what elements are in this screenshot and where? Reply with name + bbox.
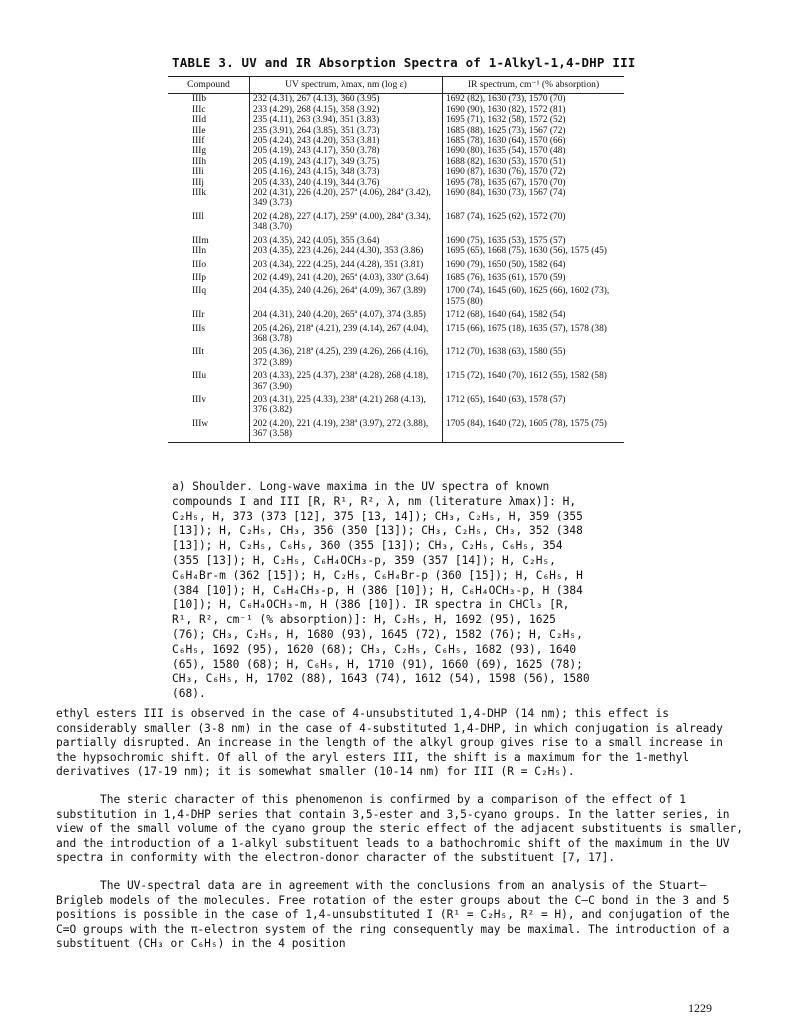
cell-ir: 1715 (72), 1640 (70), 1612 (55), 1582 (58) <box>443 371 625 395</box>
paragraph: ethyl esters III is observed in the case of 4-unsubstituted 1,4-DHP (14 nm); this effect is considerably smaller (3-8 nm) in the case of 4-substituted 1,4-DHP, in which conjugation is already partially disrupted. An increase in the length of the alkyl group gives rise to a small increase in the hypsochromic shift. Of all of the aryl esters III, the shift is a maximum for the 1-methyl derivatives (17-19 nm); it is somewhat smaller (10-14 nm) for III (R = C₂H₅). <box>56 707 723 779</box>
cell-compound: IIIb <box>192 94 207 105</box>
table-row <box>168 136 624 146</box>
cell-uv: 232 (4.31), 267 (4.13), 360 (3.95) <box>250 94 443 105</box>
table-body <box>168 94 624 442</box>
cell-ir: 1695 (71), 1632 (58), 1572 (52) <box>443 115 625 125</box>
cell-uv: 205 (4.19), 243 (4.17), 350 (3.78) <box>250 146 443 156</box>
cell-uv: 203 (4.34), 222 (4.25), 244 (4.28), 351 (3.81) <box>250 260 443 273</box>
table-row <box>168 260 624 273</box>
cell-uv: 233 (4.29), 268 (4.15), 358 (3.92) <box>250 105 443 115</box>
cell-ir: 1705 (84), 1640 (72), 1605 (78), 1575 (75) <box>443 419 625 442</box>
cell-ir: 1695 (78), 1635 (67), 1570 (70) <box>443 178 625 188</box>
cell-uv: 202 (4.28), 227 (4.17), 259ª (4.00), 284ª (3.34), 348 (3.70) <box>250 212 443 236</box>
cell-uv: 205 (4.33), 240 (4.19), 344 (3.76) <box>250 178 443 188</box>
cell-ir: 1690 (84), 1630 (73), 1567 (74) <box>443 188 625 212</box>
table-row <box>168 126 624 136</box>
cell-uv: 235 (3.91), 264 (3.85), 351 (3.73) <box>250 126 443 136</box>
table-title: TABLE 3. UV and IR Absorption Spectra of 1-Alkyl-1,4-DHP III <box>172 55 636 70</box>
cell-ir: 1690 (90), 1630 (82), 1572 (81) <box>443 105 625 115</box>
cell-compound: IIIo <box>192 259 207 270</box>
cell-compound: IIIm <box>192 235 209 246</box>
cell-compound: IIIv <box>192 394 207 405</box>
table-row <box>168 246 624 259</box>
cell-ir: 1687 (74), 1625 (62), 1572 (70) <box>443 212 625 236</box>
table-row <box>168 395 624 419</box>
cell-uv: 203 (4.33), 225 (4.37), 238ª (4.28), 268 (4.18), 367 (3.90) <box>250 371 443 395</box>
body-text <box>56 707 744 965</box>
cell-uv: 204 (4.31), 240 (4.20), 265ª (4.07), 374 (3.85) <box>250 310 443 323</box>
cell-compound: IIIj <box>192 177 204 188</box>
cell-uv: 202 (4.31), 226 (4.20), 257ª (4.06), 284ª (3.42), 349 (3.73) <box>250 188 443 212</box>
cell-uv: 202 (4.20), 221 (4.19), 238ª (3.97), 272 (3.88), 367 (3.58) <box>250 419 443 442</box>
cell-ir: 1685 (76), 1635 (61), 1570 (59) <box>443 273 625 286</box>
cell-uv: 203 (4.35), 223 (4.26), 244 (4.30), 353 (3.86) <box>250 246 443 259</box>
cell-ir: 1695 (65), 1668 (75), 1630 (56), 1575 (45) <box>443 246 625 259</box>
cell-ir: 1692 (82), 1630 (73), 1570 (70) <box>443 94 625 105</box>
table-footnote: a) Shoulder. Long-wave maxima in the UV spectra of known compounds I and III [R, R¹, R², λ, nm (literature λmax)]: H, C₂H₅, H, 373 (373 [12], 375 [13, 14]); CH₃, C₂H₅, H, 359 (355 [13]); H, C₂H₅, CH₃, 356 (350 [13]); CH₃, C₂H₅, CH₃, 352 (348 [13]); H, C₂H₅, C₆H₅, 360 (355 [13]); CH₃, C₂H₅, C₆H₅, 354 (355 [13]); H, C₂H₅, C₆H₄OCH₃-p, 359 (357 [14]); H, C₂H₅, C₆H₄Br-m (362 [15]); H, C₂H₅, C₆H₄Br-p (360 [15]); H, C₆H₅, H (384 [10]); H, C₆H₄CH₃-p, H (386 [10]); H, C₆H₄OCH₃-p, H (384 [10]); H, C₆H₄OCH₃-m, H (386 [10]). IR spectra in CHCl₃ [R, R¹, R², cm⁻¹ (% absorption)]: H, C₂H₅, H, 1692 (95), 1625 (76); CH₃, C₂H₅, H, 1680 (93), 1645 (72), 1582 (76); H, C₂H₅, C₆H₅, 1692 (95), 1620 (68); CH₃, C₂H₅, C₆H₅, 1682 (93), 1640 (65), 1580 (68); H, C₆H₅, H, 1710 (91), 1660 (69), 1625 (78); CH₃, C₆H₅, H, 1702 (88), 1643 (74), 1612 (54), 1598 (56), 1580 (68). <box>172 480 590 701</box>
cell-ir: 1715 (66), 1675 (18), 1635 (57), 1578 (38) <box>443 324 625 348</box>
table-row <box>168 324 624 348</box>
cell-uv: 205 (4.19), 243 (4.17), 349 (3.75) <box>250 157 443 167</box>
cell-ir: 1690 (75), 1635 (53), 1575 (57) <box>443 236 625 246</box>
table-row <box>168 273 624 286</box>
table-row <box>168 178 624 188</box>
cell-ir: 1712 (70), 1638 (63), 1580 (55) <box>443 347 625 371</box>
table-row <box>168 94 624 105</box>
cell-compound: IIIr <box>192 310 205 321</box>
cell-uv: 205 (4.26), 218ª (4.21), 239 (4.14), 267 (4.04), 368 (3.78) <box>250 324 443 348</box>
cell-compound: IIIg <box>192 146 207 157</box>
table-row <box>168 286 624 310</box>
cell-uv: 205 (4.24), 243 (4.20), 353 (3.81) <box>250 136 443 146</box>
cell-compound: IIIq <box>192 286 207 297</box>
cell-ir: 1690 (79), 1650 (50), 1582 (64) <box>443 260 625 273</box>
cell-ir: 1688 (82), 1630 (53), 1570 (51) <box>443 157 625 167</box>
cell-compound: IIIk <box>192 188 207 199</box>
header-uv: UV spectrum, λmax, nm (log ε) <box>250 77 443 94</box>
header-compound: Compound <box>168 77 250 94</box>
cell-uv: 205 (4.36), 218ª (4.25), 239 (4.26), 266 (4.16), 372 (3.89) <box>250 347 443 371</box>
table-row <box>168 157 624 167</box>
table-row <box>168 167 624 177</box>
cell-uv: 235 (4.11), 263 (3.94), 351 (3.83) <box>250 115 443 125</box>
cell-ir: 1700 (74), 1645 (60), 1625 (66), 1602 (73), 1575 (80) <box>443 286 625 310</box>
cell-ir: 1690 (87), 1630 (76), 1570 (72) <box>443 167 625 177</box>
table-row <box>168 115 624 125</box>
cell-ir: 1712 (68), 1640 (64), 1582 (54) <box>443 310 625 323</box>
cell-uv: 203 (4.31), 225 (4.33), 238ª (4.21) 268 (4.13), 376 (3.82) <box>250 395 443 419</box>
cell-compound: IIIh <box>192 156 207 167</box>
cell-compound: IIIc <box>192 104 206 115</box>
spectra-table <box>168 76 624 443</box>
table-row <box>168 212 624 236</box>
cell-compound: IIIu <box>192 371 207 382</box>
cell-uv: 202 (4.49), 241 (4.20), 265ª (4.03), 330ª (3.64) <box>250 273 443 286</box>
table-header-row <box>168 77 624 94</box>
cell-compound: IIIw <box>168 419 250 442</box>
table-row <box>168 371 624 395</box>
cell-compound: IIIe <box>192 125 206 136</box>
cell-compound: IIIn <box>192 246 207 257</box>
cell-ir: 1685 (88), 1625 (73), 1567 (72) <box>443 126 625 136</box>
cell-uv: 203 (4.35), 242 (4.05), 355 (3.64) <box>250 236 443 246</box>
cell-compound: IIIl <box>192 211 204 222</box>
page-number: 1229 <box>688 1001 712 1015</box>
table-row <box>168 188 624 212</box>
cell-compound: IIId <box>192 115 207 126</box>
table-row <box>168 105 624 115</box>
paragraph: The UV-spectral data are in agreement with the conclusions from an analysis of the Stuart–Brigleb models of the molecules. Free rotation of the ester groups about the C—C bond in the 3 and 5 positions is possible in the case of 1,4-unsubstituted I (R¹ = C₂H₅, R² = H), and conjugation of the C=O groups with the π-electron system of the ring consequently may be maximal. The introduction of a substituent (CH₃ or C₆H₅) in the 4 position <box>56 878 730 951</box>
cell-compound: IIIf <box>192 136 205 147</box>
cell-compound: IIIt <box>192 347 204 358</box>
cell-ir: 1690 (80), 1635 (54), 1570 (48) <box>443 146 625 156</box>
header-ir: IR spectrum, cm⁻¹ (% absorption) <box>443 77 625 94</box>
table-row <box>168 146 624 156</box>
cell-compound: IIIi <box>192 167 204 178</box>
cell-uv: 204 (4.35), 240 (4.26), 264ª (4.09), 367 (3.89) <box>250 286 443 310</box>
paragraph: The steric character of this phenomenon is confirmed by a comparison of the effect of 1 substitution in 1,4-DHP series that contain 3,5-ester and 3,5-cyano groups. In the latter series, in view of the small volume of the cyano group the steric effect of the adjacent substituents is smaller, and the introduction of a 1-alkyl substituent leads to a bathochromic shift of the maximum in the UV spectra in conformity with the electron-donor character of the substituent [7, 17]. <box>56 792 744 865</box>
cell-compound: IIIp <box>192 272 207 283</box>
table-row <box>168 310 624 323</box>
cell-ir: 1712 (65), 1640 (63), 1578 (57) <box>443 395 625 419</box>
cell-ir: 1685 (78), 1630 (64), 1570 (66) <box>443 136 625 146</box>
cell-uv: 205 (4.16), 243 (4.15), 348 (3.73) <box>250 167 443 177</box>
cell-compound: IIIs <box>192 323 206 334</box>
table-row <box>168 347 624 371</box>
table-row <box>168 236 624 246</box>
table-row <box>168 419 624 442</box>
